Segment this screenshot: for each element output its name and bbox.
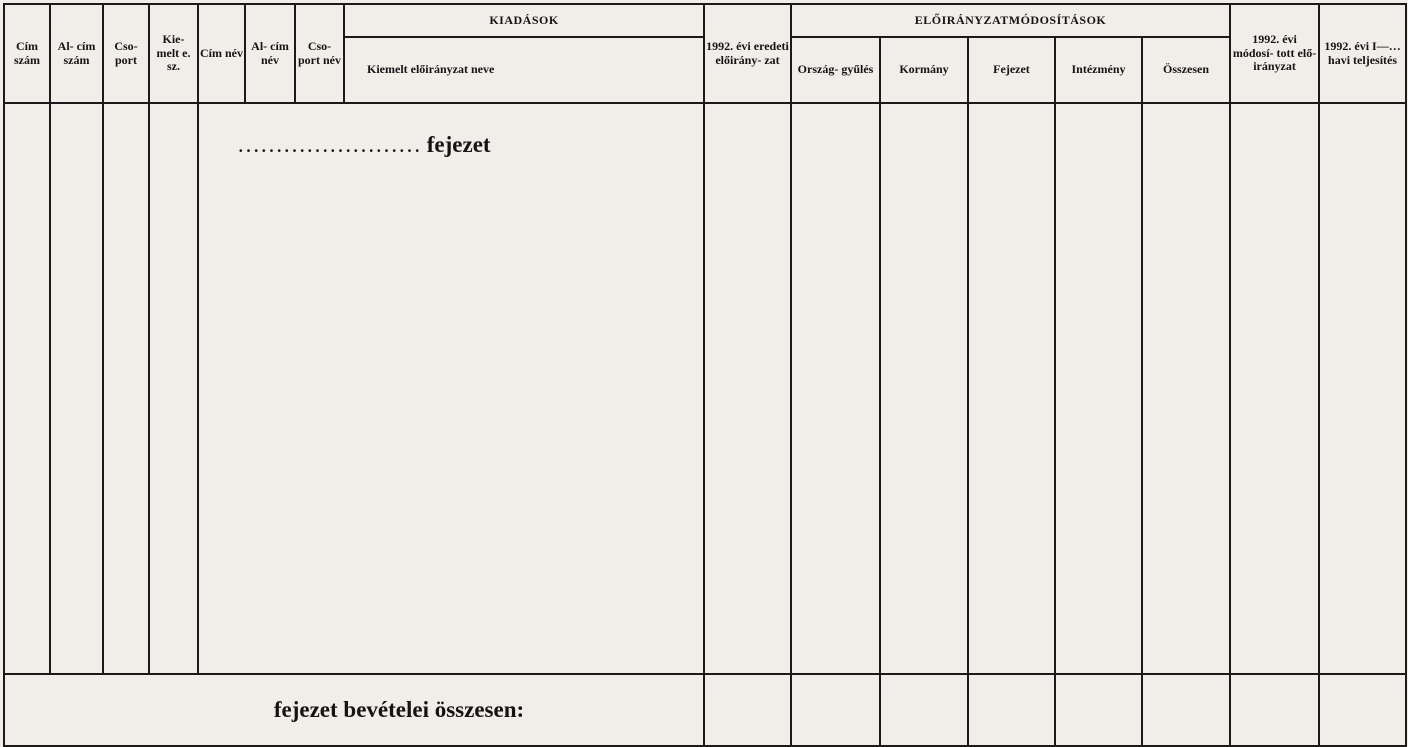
header-cim-szam: Cím szám	[4, 4, 50, 103]
header-alcim-nev: Al- cím név	[245, 4, 295, 103]
body-cell	[704, 103, 791, 674]
header-cim-nev: Cím név	[198, 4, 245, 103]
header-kiemelt-eloiranyzat-neve: Kiemelt előirányzat neve	[344, 37, 704, 103]
header-kiadasok: KIADÁSOK	[344, 4, 704, 37]
header-intezmeny: Intézmény	[1055, 37, 1142, 103]
footer-cell	[1055, 674, 1142, 746]
body-cell	[4, 103, 50, 674]
footer-cell	[1319, 674, 1406, 746]
body-cell	[880, 103, 968, 674]
body-cell	[50, 103, 103, 674]
body-name-cell	[198, 103, 704, 674]
body-cell	[1055, 103, 1142, 674]
footer-total-label: fejezet bevételei összesen:	[273, 696, 525, 722]
table-footer-row	[4, 674, 1406, 746]
header-fejezet: Fejezet	[968, 37, 1055, 103]
body-cell	[1319, 103, 1406, 674]
body-cell	[968, 103, 1055, 674]
header-kiemelt-esz: Kie- melt e. sz.	[149, 4, 198, 103]
chapter-dots: ……………………	[237, 132, 421, 157]
footer-cell	[791, 674, 880, 746]
footer-cell	[1230, 674, 1319, 746]
header-kormany: Kormány	[880, 37, 968, 103]
footer-total-label-cell	[4, 674, 704, 746]
body-cell	[103, 103, 149, 674]
chapter-title	[237, 132, 491, 158]
table-body-row	[4, 103, 1406, 674]
footer-cell	[880, 674, 968, 746]
body-cell	[791, 103, 880, 674]
header-orszaggyules: Ország- gyűlés	[791, 37, 880, 103]
header-csoport-nev: Cso- port név	[295, 4, 344, 103]
header-modositott-eloiranyzat: 1992. évi módosí- tott elő- irányzat	[1230, 4, 1319, 103]
header-alcim-szam: Al- cím szám	[50, 4, 103, 103]
header-osszesen: Összesen	[1142, 37, 1230, 103]
footer-cell	[968, 674, 1055, 746]
header-csoport: Cso- port	[103, 4, 149, 103]
chapter-word: fejezet	[426, 132, 491, 157]
body-cell	[149, 103, 198, 674]
body-cell	[1142, 103, 1230, 674]
body-cell	[1230, 103, 1319, 674]
header-eloiranyzatmodositasok: ELŐIRÁNYZATMÓDOSÍTÁSOK	[791, 4, 1230, 37]
header-teljesites: 1992. évi I—… havi teljesítés	[1319, 4, 1406, 103]
footer-cell	[704, 674, 791, 746]
header-eredeti-eloiranyzat: 1992. évi eredeti előirány- zat	[704, 4, 791, 103]
footer-cell	[1142, 674, 1230, 746]
budget-table	[3, 3, 1407, 747]
